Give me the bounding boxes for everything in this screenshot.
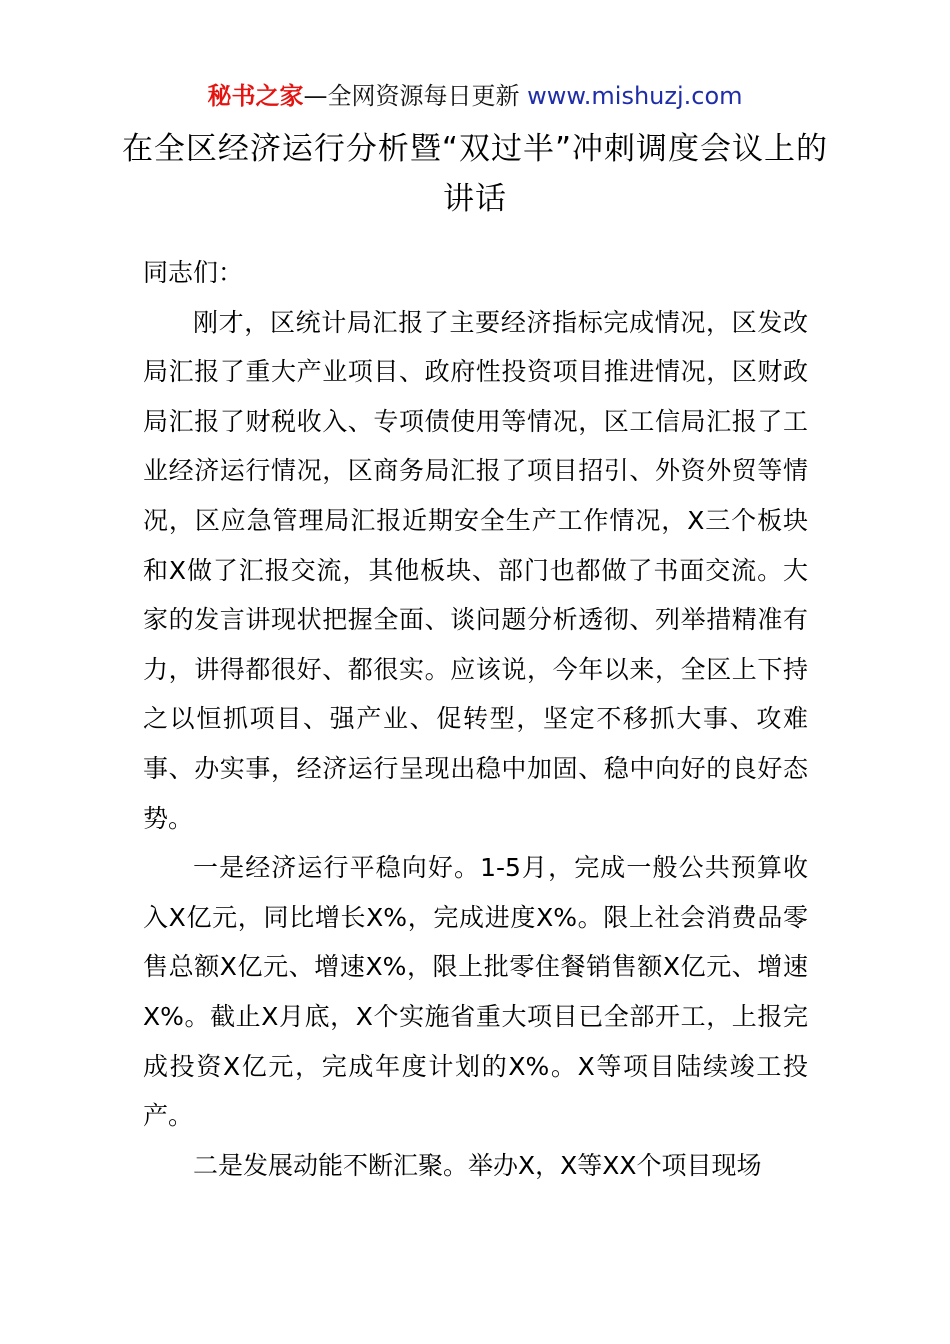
body-paragraph: 二是发展动能不断汇聚。举办X，X等XX个项目现场 [193, 1150, 762, 1180]
brand-name: 秘书之家 [207, 82, 304, 110]
body-paragraph: 一是经济运行平稳向好。1-5月，完成一般公共预算收入X亿元，同比增长X%，完成进度X%。限上社会消费品零售总额X亿元、增速X%，限上批零住餐销售额X亿元、增速X%。截止X月底，X个实施省重大项目已全部开工，上报完成投资X亿元，完成年度计划的X%。X等项目陆续竣工投产。 [143, 853, 808, 1131]
body-paragraph: 刚才，区统计局汇报了主要经济指标完成情况，区发改局汇报了重大产业项目、政府性投资项目推进情况，区财政局汇报了财税收入、专项债使用等情况，区工信局汇报了工业经济运行情况，区商务局汇报了项目招引、外资外贸等情况，区应急管理局汇报近期安全生产工作情况，X三个板块和X做了汇报交流，其他板块、部门也都做了书面交流。大家的发言讲现状把握全面、谈问题分析透彻、列举措精准有力，讲得都很好、都很实。应该说，今年以来，全区上下持之以恒抓项目、强产业、促转型，坚定不移抓大事、攻难事、办实事，经济运行呈现出稳中加固、稳中向好的良好态势。 [143, 307, 808, 833]
document-body [143, 248, 808, 1190]
document-title: 在全区经济运行分析暨“双过半”冲刺调度会议上的讲话 [121, 131, 829, 217]
site-url-link[interactable]: www.mishuzj.com [527, 82, 743, 110]
header-tagline: —全网资源每日更新 [303, 82, 520, 110]
salutation: 同志们： [143, 258, 244, 287]
site-header-banner [0, 80, 950, 112]
